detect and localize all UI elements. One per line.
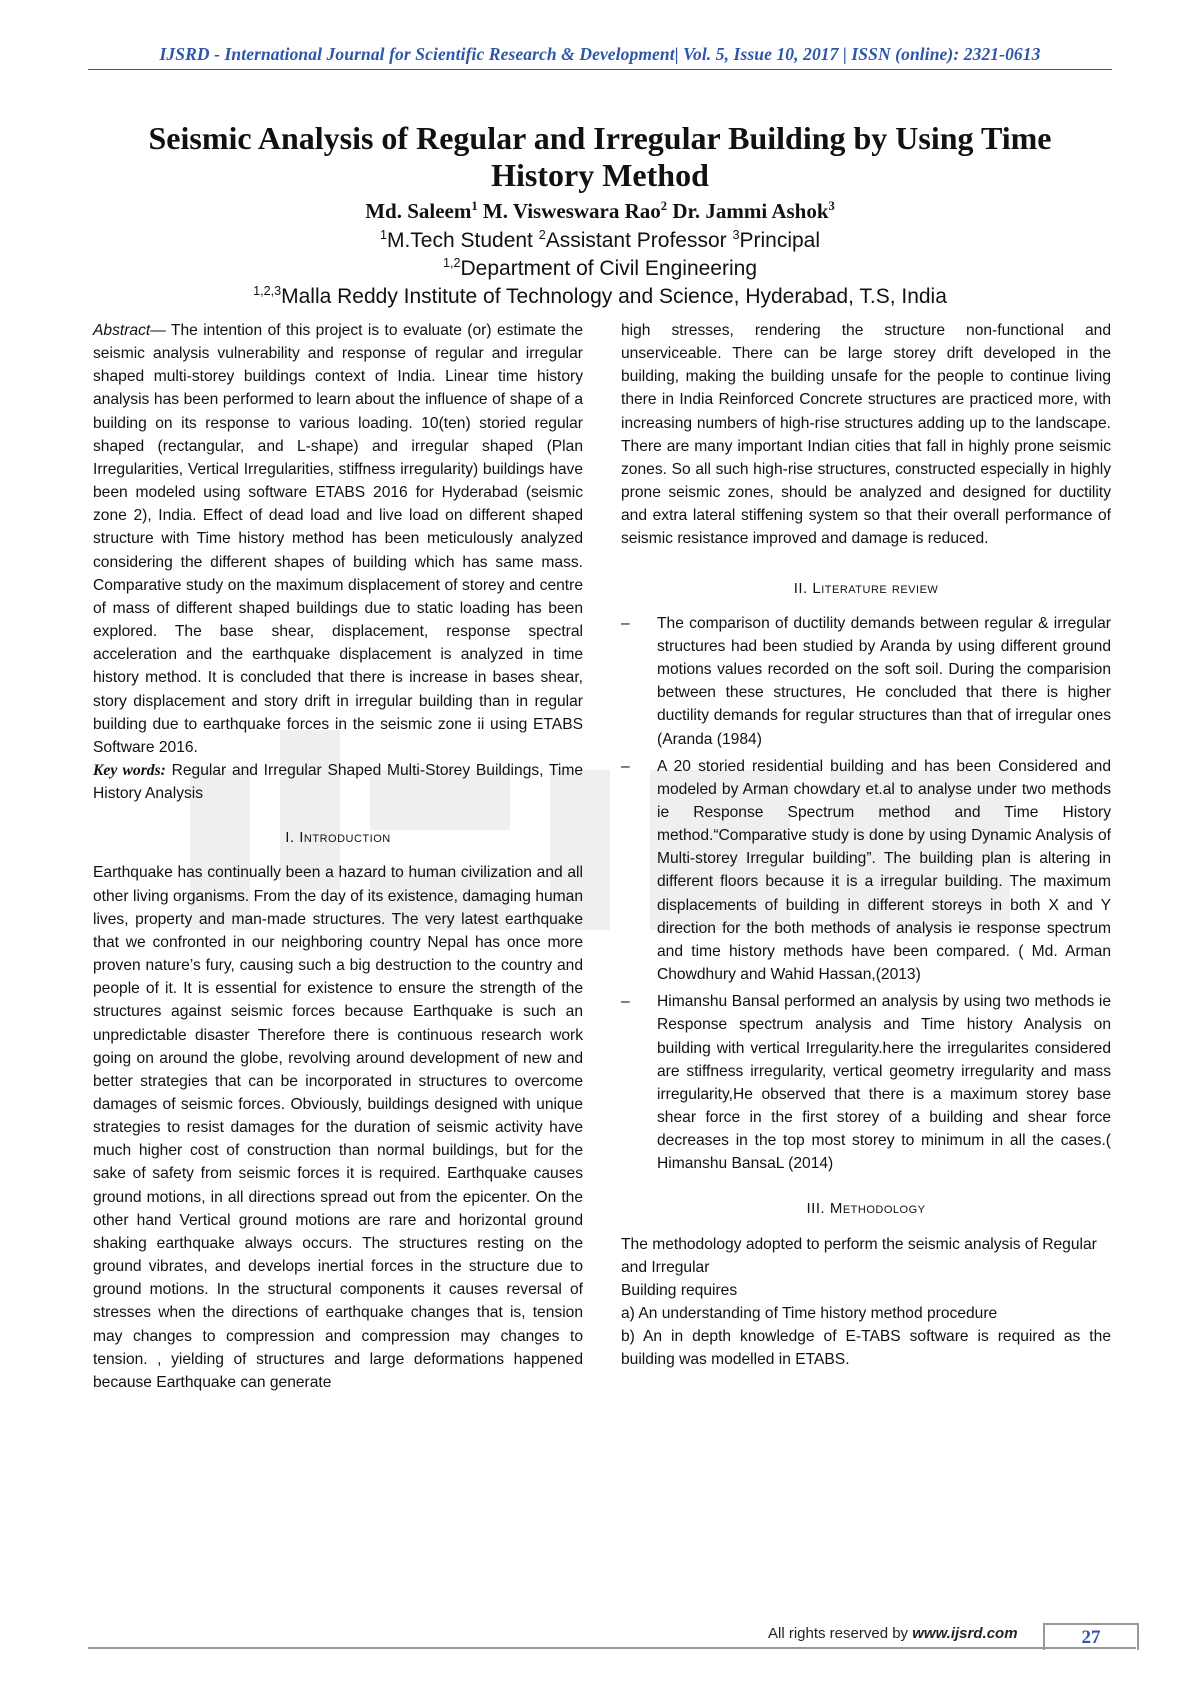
dash-bullet-icon: – xyxy=(621,993,630,1011)
institute-text: Malla Reddy Institute of Technology and Science, Hyderabad, T.S, India xyxy=(281,285,947,308)
methodology-line-1: The methodology adopted to perform the seismic analysis of Regular and Irregular xyxy=(621,1235,1097,1276)
right-column xyxy=(621,319,1111,1372)
role-3: Principal xyxy=(739,229,821,252)
role-2: Assistant Professor xyxy=(545,229,733,252)
role-2-sup: 2 xyxy=(538,228,546,242)
introduction-text: Earthquake has continually been a hazard to human civilization and all other living organisms. From the day of its existence, damaging human lives, property and man-made structures. The very latest earthquake that we confronted in our neighboring country Nepal has once more proven nature’s fury, causing such a big destruction to the country and people of it. It is essential for existence to ensure the strength of the structures against seismic forces because Earthquake is such an unpredictable disaster Therefore there is continuous research work going on around the globe, revolving around development of new and better strategies that can be incorporated in structures to overcome damages of seismic forces. Obviously, buildings designed with unique strategies to resist damages for the duration of seismic activity have much higher cost of construction than normal buildings, but for the sake of safety from seismic forces it is required. Earthquake causes ground motions, in all directions spread out from the epicenter. On the other hand Vertical ground motions are rare and horizontal ground shaking earthquake always occurs. The structures resting on the ground vibrates, and develops inertial forces in the structure due to ground motions. In the structural components it causes reversal of stresses when the directions of earthquake changes that is, tension may changes to compression and compression may changes to tension. , yielding of structures and large deformations happened because Earthquake can generate xyxy=(93,864,583,1391)
paper-title xyxy=(88,120,1112,194)
author-2: M. Visweswara Rao xyxy=(477,199,661,223)
author-list xyxy=(88,199,1112,224)
author-3: Dr. Jammi Ashok xyxy=(667,199,829,223)
literature-item-3: Himanshu Bansal performed an analysis by using two methods ie Response spectrum analysis and Time history Analysis on building with vertical Irregularity.here the irregularites considered are stiffness irregularity, vertical geometry irregularity and mass irregularity,He observed that there is a maximum storey base shear force in the first storey of a building and shear force decreases in the top most storey to minimum in all the cases.( Himanshu BansaL (2014) xyxy=(657,993,1111,1173)
literature-list xyxy=(621,612,1111,1176)
dash-bullet-icon: – xyxy=(621,614,630,632)
introduction-continued: high stresses, rendering the structure non-functional and unserviceable. There can be large storey drift developed in the building, making the building unsafe for the people to continue living there in India Reinforced Concrete structures are practiced more, with increasing numbers of high-rise structures adding up to the landscape. There are many important Indian cities that fall in highly prone seismic zones. So all such high-rise structures, constructed especially in highly prone seismic zones, should be analyzed and designed for ductility and extra lateral stiffening system so that their overall performance of seismic resistance improved and damage is reduced. xyxy=(621,322,1111,548)
header-rule xyxy=(88,69,1112,70)
institute-sup: 1,2,3 xyxy=(253,284,282,298)
keywords-label: Key words: xyxy=(93,761,166,779)
abstract-label: Abstract— xyxy=(93,322,166,339)
author-2-sup: 2 xyxy=(660,199,668,213)
affiliation-institute xyxy=(88,284,1112,309)
introduction-heading: I. Introduction xyxy=(285,829,391,847)
literature-item-2: A 20 storied residential building and has been Considered and modeled by Arman chowdary et.al to analyse under two methods ie Response Spectrum method and Time History method.“Comparative study is done by using Dynamic Analysis of Multi-storey Irregular building”. The building plan is altering in different floors because it is a irregular building. The maximum displacements of building in different storeys in both X and Y direction for the both methods of analysis ie response spectrum and time history methods have been compared. ( Md. Arman Chowdhury and Wahid Hassan,(2013) xyxy=(657,757,1111,984)
role-1-sup: 1 xyxy=(379,228,387,242)
methodology-line-2: Building requires xyxy=(621,1281,738,1299)
abstract-text: The intention of this project is to evaluate (or) estimate the seismic analysis vulnerability and response of regular and irregular shaped multi-storey buildings context of India. Linear time history analysis has been performed to learn about the influence of shape of a building on its response to various loading. 10(ten) storied regular shaped (rectangular, and L-shape) and irregular shaped (Plan Irregularities, Vertical Irregularities, stiffness irregularity) buildings have been modeled using software ETABS 2016 for Hyderabad (seismic zone 2), India. Effect of dead load and live load on different shaped structure with Time history method has been meticulously analyzed considering the different shapes of building which has same mass. Comparative study on the maximum displacement of storey and centre of mass of different shaped buildings due to static loading has been explored. The base shear, displacement, response spectral acceleration and the earthquake displacement is analyzed in time history method. It is concluded that there is increase in bases shear, story displacement and story drift in irregular building than in regular building due to earthquake forces in the seismic zone ii using ETABS Software 2016. xyxy=(93,322,583,756)
list-item xyxy=(621,990,1111,1175)
site-link[interactable]: www.ijsrd.com xyxy=(912,1625,1018,1642)
department-sup: 1,2 xyxy=(443,256,461,270)
list-item xyxy=(621,755,1111,987)
footer-rule xyxy=(88,1647,1136,1649)
author-3-sup: 3 xyxy=(828,199,835,213)
author-1: Md. Saleem xyxy=(365,199,472,223)
literature-item-1: The comparison of ductility demands between regular & irregular structures had been studied by Aranda by using different ground motions values recorded on the soft soil. During the comparision between these structures, He concluded that there is higher ductility demands for regular structures than that of irregular ones (Aranda (1984) xyxy=(657,614,1111,748)
keywords xyxy=(93,759,583,805)
department-text: Department of Civil Engineering xyxy=(460,257,757,280)
title-line-1: Seismic Analysis of Regular and Irregular Building by Using Time xyxy=(148,120,1052,156)
left-column xyxy=(93,319,583,1394)
rights-text: All rights reserved by xyxy=(768,1625,913,1642)
author-1-sup: 1 xyxy=(471,199,478,213)
affiliation-roles xyxy=(88,228,1112,253)
page-number: 27 xyxy=(1043,1623,1139,1650)
abstract xyxy=(93,319,583,759)
methodology-heading: III. Methodology xyxy=(806,1200,926,1218)
literature-heading: II. Literature review xyxy=(793,579,939,597)
affiliation-department xyxy=(88,256,1112,281)
list-item xyxy=(621,612,1111,751)
journal-header: IJSRD - International Journal for Scientific Research & Development| Vol. 5, Issue 10, 2017 | ISSN (online): 2321-0613 xyxy=(159,44,1041,64)
methodology-line-3: a) An understanding of Time history method procedure xyxy=(621,1305,998,1323)
dash-bullet-icon: – xyxy=(621,757,630,775)
keywords-text: Regular and Irregular Shaped Multi-Storey Buildings, Time History Analysis xyxy=(93,761,584,803)
title-line-2: History Method xyxy=(491,157,709,193)
footer-rights xyxy=(768,1625,1018,1642)
role-3-sup: 3 xyxy=(732,228,740,242)
methodology-line-4: b) An in depth knowledge of E-TABS software is required as the building was modelled in ETABS. xyxy=(621,1328,1111,1369)
role-1: M.Tech Student xyxy=(386,229,539,252)
